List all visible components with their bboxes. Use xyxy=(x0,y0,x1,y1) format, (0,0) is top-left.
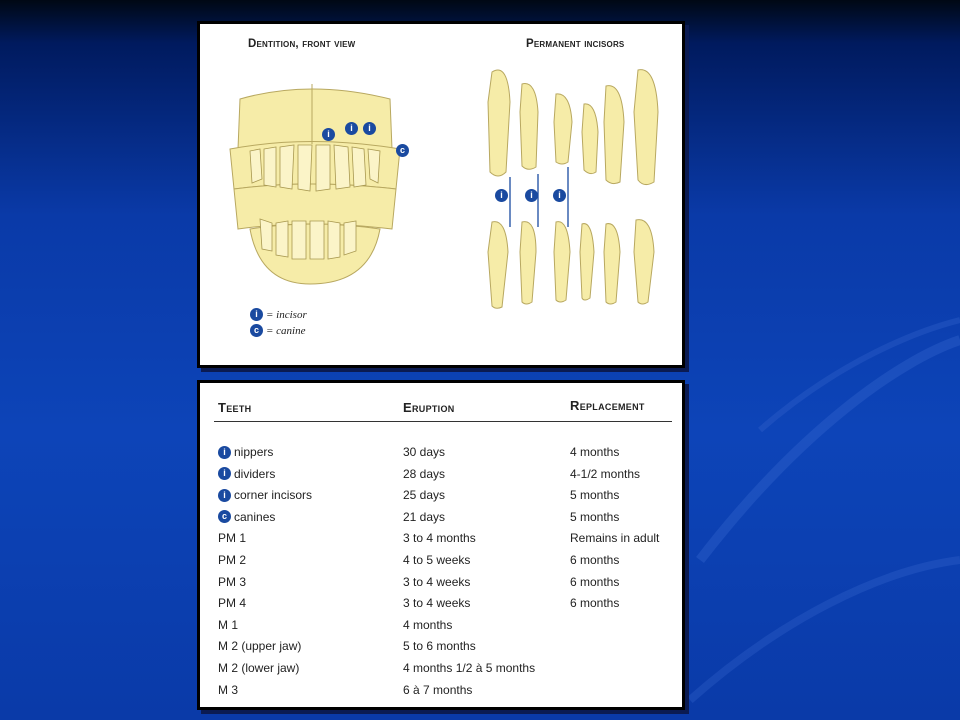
table-row xyxy=(200,681,682,703)
teeth-cell xyxy=(218,465,275,483)
incisor-arrow-badge-2: i xyxy=(525,189,538,202)
incisor-icon: i xyxy=(218,446,231,459)
header-eruption: Eruption xyxy=(403,400,455,415)
header-replacement: Replacement xyxy=(570,398,645,413)
replacement-cell: Remains in adult xyxy=(570,531,660,546)
incisor-icon: i xyxy=(218,467,231,480)
teeth-label: dividers xyxy=(234,466,276,481)
header-teeth: Teeth xyxy=(218,400,252,415)
table-row xyxy=(200,486,682,508)
teeth-label: M 2 (upper jaw) xyxy=(218,639,302,654)
incisor-icon: i xyxy=(218,489,231,502)
table-row xyxy=(200,551,682,573)
teeth-label: PM 4 xyxy=(218,596,247,611)
jaw-front-illustration xyxy=(220,79,405,289)
eruption-cell: 4 months 1/2 à 5 months xyxy=(403,661,536,675)
eruption-cell: 3 to 4 weeks xyxy=(403,596,471,611)
table-row xyxy=(200,573,682,595)
eruption-cell: 21 days xyxy=(403,509,446,524)
incisor-badge-1: i xyxy=(322,128,335,141)
table-row xyxy=(200,659,682,681)
replacement-cell: 4 months xyxy=(570,445,620,459)
eruption-cell: 28 days xyxy=(403,466,446,481)
canine-legend-icon: c xyxy=(250,324,263,337)
canine-icon: c xyxy=(218,510,231,523)
table-row xyxy=(200,465,682,487)
eruption-cell: 3 to 4 weeks xyxy=(403,574,471,589)
teeth-cell xyxy=(218,508,275,526)
incisor-arrow-badge-3: i xyxy=(553,189,566,202)
incisor-legend-icon: i xyxy=(250,308,263,321)
replacement-cell: 6 months xyxy=(570,553,620,567)
teeth-label: corner incisors xyxy=(234,488,313,503)
table-row xyxy=(200,616,682,638)
replacement-cell: 4-1/2 months xyxy=(570,466,641,481)
eruption-cell: 3 to 4 months xyxy=(403,531,476,546)
replacement-cell: 5 months xyxy=(570,509,620,524)
teeth-label: PM 3 xyxy=(218,574,247,589)
teeth-label: M 3 xyxy=(218,682,239,697)
canine-badge: c xyxy=(396,144,409,157)
table-row xyxy=(200,637,682,659)
dentition-figure-panel xyxy=(197,21,685,368)
table-row xyxy=(200,594,682,616)
legend-incisor-label: = incisor xyxy=(266,308,307,321)
teeth-cell xyxy=(218,486,312,504)
teeth-cell xyxy=(218,659,299,677)
eruption-cell: 6 à 7 months xyxy=(403,682,473,697)
permanent-incisors-title: Permanent incisors xyxy=(526,38,625,50)
teeth-label: M 1 xyxy=(218,617,239,632)
teeth-cell xyxy=(218,443,273,461)
eruption-cell: 5 to 6 months xyxy=(403,639,476,654)
table-row xyxy=(200,443,682,465)
incisor-badge-3: i xyxy=(363,122,376,135)
permanent-incisors-illustration xyxy=(480,62,665,312)
teeth-cell xyxy=(218,637,301,655)
replacement-cell: 6 months xyxy=(570,574,620,589)
teeth-label: nippers xyxy=(234,445,274,459)
replacement-cell: 6 months xyxy=(570,596,620,611)
teeth-cell xyxy=(218,594,246,612)
replacement-cell: 5 months xyxy=(570,488,620,503)
legend-canine xyxy=(250,324,306,337)
incisor-badge-2: i xyxy=(345,122,358,135)
teeth-label: canines xyxy=(234,509,276,524)
eruption-cell: 30 days xyxy=(403,445,446,459)
dental-table-panel xyxy=(197,380,685,710)
teeth-label: M 2 (lower jaw) xyxy=(218,661,300,675)
teeth-cell xyxy=(218,616,238,634)
legend-canine-label: = canine xyxy=(266,324,306,337)
eruption-cell: 4 to 5 weeks xyxy=(403,553,471,567)
header-divider xyxy=(214,421,672,422)
teeth-cell xyxy=(218,573,246,591)
table-row xyxy=(200,508,682,530)
table-row xyxy=(200,529,682,551)
teeth-label: PM 2 xyxy=(218,553,247,567)
eruption-cell: 25 days xyxy=(403,488,446,503)
teeth-cell xyxy=(218,551,246,569)
teeth-cell xyxy=(218,681,238,699)
teeth-label: PM 1 xyxy=(218,531,247,546)
teeth-cell xyxy=(218,529,246,547)
incisor-arrow-badge-1: i xyxy=(495,189,508,202)
front-view-title: Dentition, front view xyxy=(248,38,356,50)
legend-incisor xyxy=(250,308,307,321)
eruption-cell: 4 months xyxy=(403,617,453,632)
